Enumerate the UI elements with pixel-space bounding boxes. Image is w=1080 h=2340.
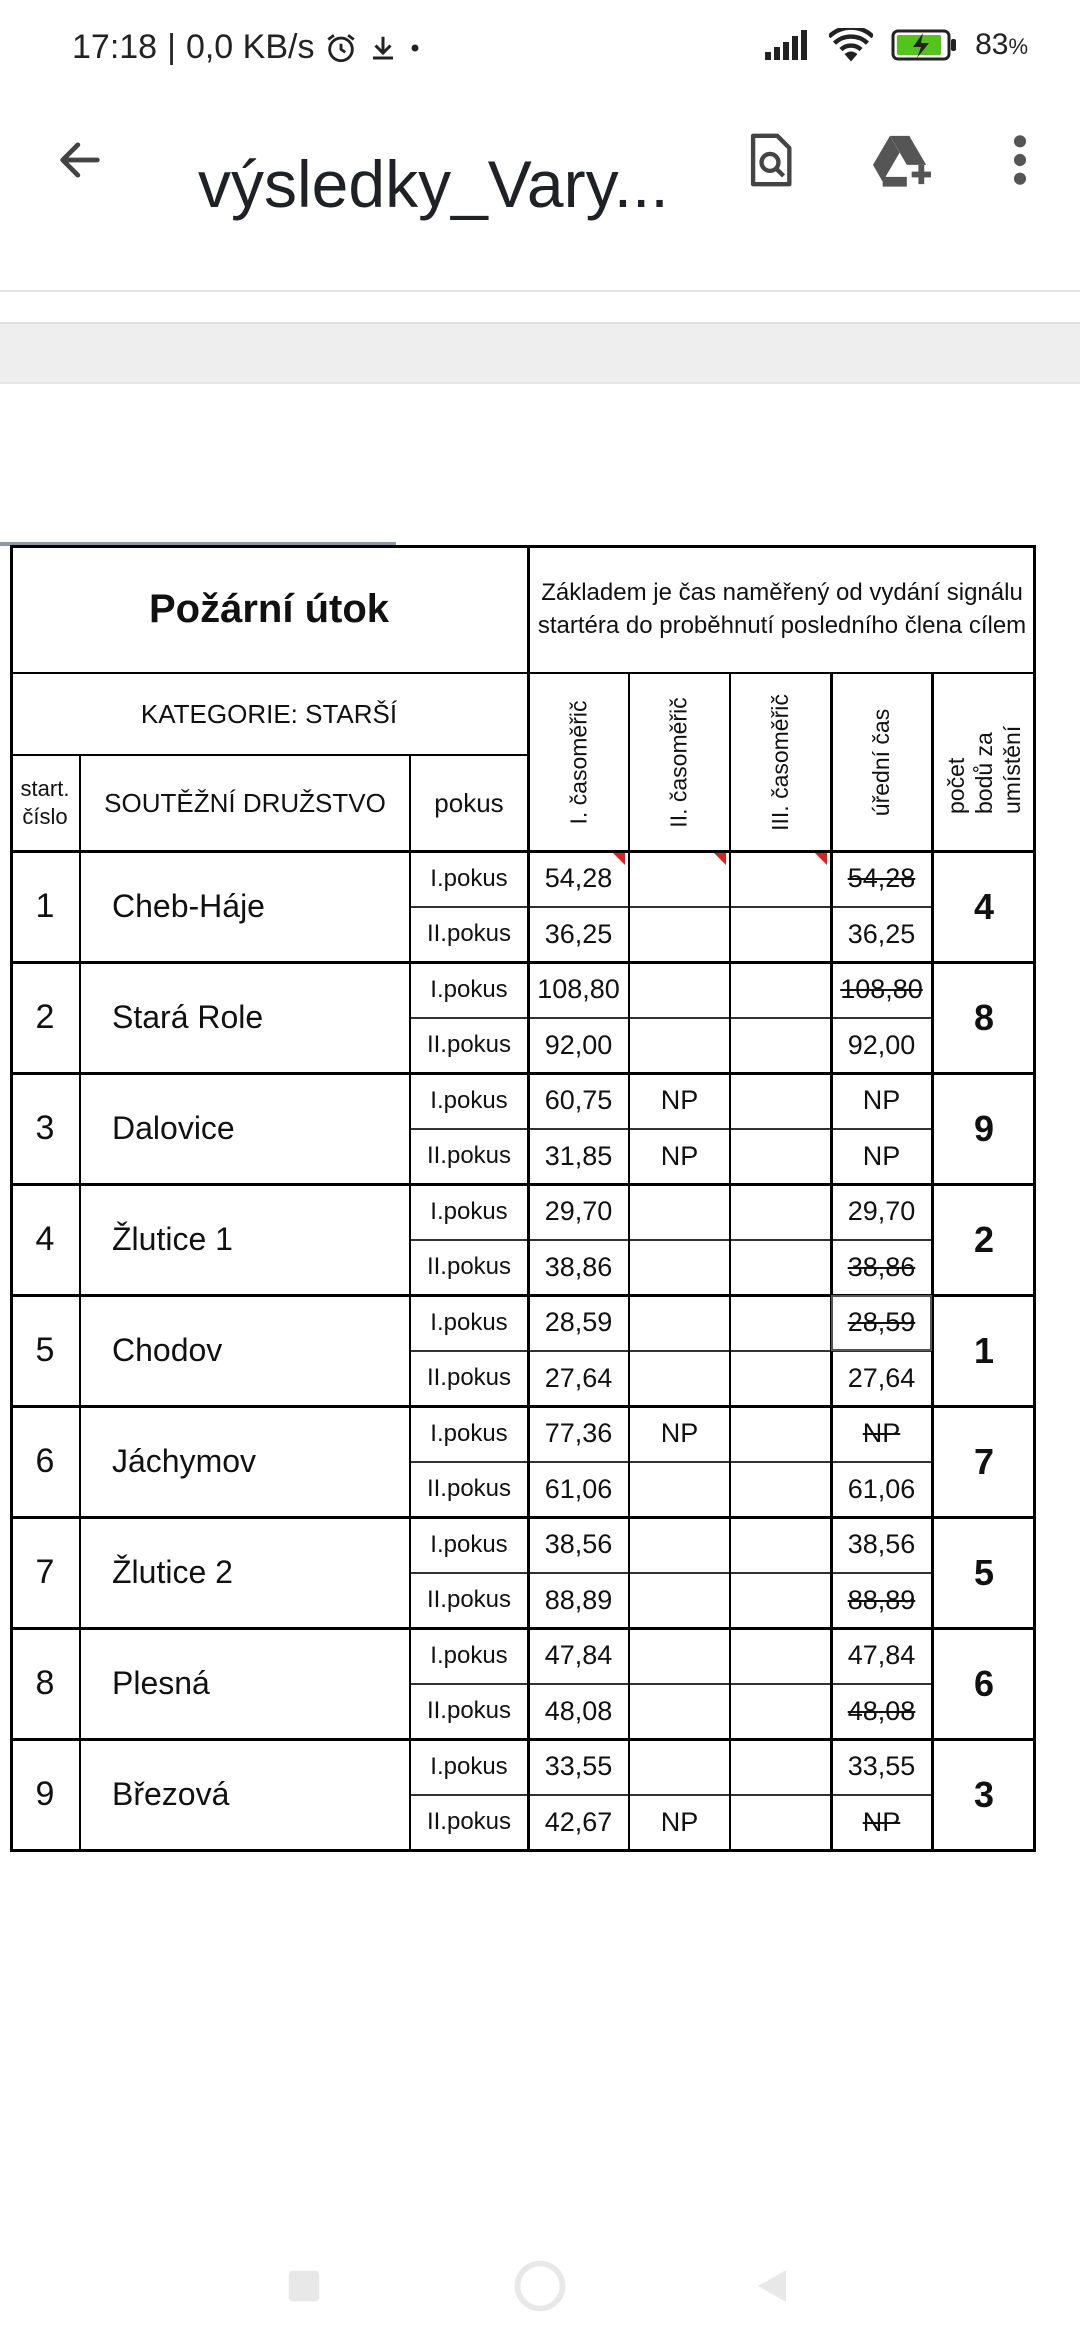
timer3-cell [730,962,831,1018]
official-time-cell: 29,70 [847,1196,916,1227]
points-cell: 8 [973,996,995,1038]
points-cell: 4 [973,885,995,927]
page-separator-band [0,322,1080,384]
battery-charging-icon [891,28,957,62]
col-divider-timer3 [830,673,833,1850]
header-attempt: pokus [434,787,504,818]
timer1-cell: 54,28 [544,863,613,894]
title-bottom-rule [10,672,1036,674]
attempt-label-cell: I.pokus [430,1641,508,1669]
official-time-cell: 61,06 [847,1473,916,1504]
official-time-cell: 38,56 [847,1529,916,1560]
timer1-cell: 61,06 [544,1473,613,1504]
timer1-cell: 33,55 [544,1751,613,1782]
timer1-cell: 48,08 [544,1695,613,1726]
timer3-cell [730,1406,831,1462]
timer2-cell [629,1684,730,1740]
timer3-cell [730,1351,831,1407]
attempt-label-cell: II.pokus [426,1031,512,1059]
timer2-cell: NP [660,1085,699,1116]
attempt-label-cell: I.pokus [430,1086,508,1114]
timer2-cell [629,1184,730,1240]
points-cell: 6 [973,1662,995,1704]
team-name-cell: Dalovice [112,1110,235,1146]
download-icon [368,33,398,63]
official-time-cell: 48,08 [847,1695,916,1726]
timer1-cell: 77,36 [544,1418,613,1449]
col-divider-official [931,673,934,1850]
header-official-time: úřední čas [868,708,894,816]
official-time-cell: NP [862,1806,901,1837]
start-number-cell: 3 [35,1109,55,1147]
start-number-cell: 8 [35,1664,55,1702]
header-timer1: I. časoměřič [565,700,592,824]
recents-button[interactable] [276,2260,332,2316]
comment-marker [613,853,625,865]
network-speed: 0,0 KB/s [185,28,315,66]
timer3-cell [730,1462,831,1518]
system-nav-bar [0,2230,1080,2340]
points-cell: 5 [973,1551,995,1593]
home-button[interactable] [512,2260,568,2316]
official-time-cell: 38,86 [847,1251,916,1282]
col-divider-team [409,755,411,1850]
find-in-page-button[interactable] [730,122,810,202]
home-circle-icon [513,2259,567,2318]
recents-square-icon [285,2267,323,2310]
timer1-cell: 42,67 [544,1806,613,1837]
timer3-cell [730,1240,831,1296]
attempt-label-cell: I.pokus [430,1752,508,1780]
team-name-cell: Stará Role [112,999,264,1035]
header-timer2: II. časoměřič [666,696,692,828]
timer1-cell: 31,85 [544,1140,613,1171]
attempt-label-cell: I.pokus [430,1308,508,1336]
col-divider-timer2 [729,673,731,1850]
attempt-label-cell: I.pokus [430,864,508,892]
official-time-cell: NP [862,1085,901,1116]
table-top-rule [10,545,1036,548]
results-grid [10,545,1036,1857]
timer3-cell [730,1129,831,1185]
start-number-cell: 7 [35,1553,55,1591]
timer3-cell [730,1684,831,1740]
official-time-cell: 47,84 [847,1640,916,1671]
timer2-cell [629,1351,730,1407]
timer3-cell [730,907,831,963]
timer3-cell [730,1795,831,1851]
attempt-label-cell: II.pokus [426,1808,512,1836]
attempt-label-cell: II.pokus [426,1475,512,1503]
col-divider-timer1 [628,673,630,1850]
timer1-cell: 108,80 [537,974,620,1005]
attempt-label-cell: II.pokus [426,1697,512,1725]
clock: 17:18 [72,28,158,66]
start-number-cell: 4 [35,1220,55,1258]
back-triangle-icon [752,2266,792,2311]
team-name-cell: Plesná [112,1665,210,1701]
signal-icon [765,30,811,60]
timer3-cell [730,1517,831,1573]
start-number-cell: 2 [35,998,55,1036]
official-time-cell: 108,80 [840,974,923,1005]
timer1-cell: 60,75 [544,1085,613,1116]
col-divider-attempt [527,545,530,1850]
timer3-cell [730,1573,831,1629]
attempt-label-cell: II.pokus [426,1586,512,1614]
team-divider [10,1849,1036,1852]
timer2-cell [629,1628,730,1684]
points-cell: 7 [973,1440,995,1482]
timer2-cell: NP [660,1806,699,1837]
timer1-cell: 88,89 [544,1584,613,1615]
status-bar [0,0,1080,96]
official-time-cell: 54,28 [847,863,916,894]
team-name-cell: Chodov [112,1332,223,1368]
team-name-cell: Cheb-Háje [112,888,265,924]
timer2-cell [629,1573,730,1629]
timer3-cell [730,1739,831,1795]
official-time-cell: 92,00 [847,1029,916,1060]
sheet-note: Základem je čas naměřený od vydání signálu startéra do proběhnutí posledního člena cílem [537,579,1027,639]
header-bottom-rule [10,850,1036,853]
timer2-cell [629,907,730,963]
attempt-label-cell: II.pokus [426,1253,512,1281]
timer2-cell [629,1739,730,1795]
header-team: SOUTĚŽNÍ DRUŽSTVO [104,787,386,818]
attempt-label-cell: II.pokus [426,1142,512,1170]
official-time-cell: 36,25 [847,918,916,949]
timer2-cell [629,1295,730,1351]
status-separator: | [167,28,176,66]
find-in-page-icon [741,131,799,194]
app-bar [0,96,1080,292]
points-cell: 1 [973,1329,995,1371]
team-name-cell: Jáchymov [112,1443,257,1479]
team-name-cell: Březová [112,1776,230,1812]
timer1-cell: 38,86 [544,1251,613,1282]
timer2-cell [629,1462,730,1518]
col-divider-number [79,755,81,1850]
points-cell: 3 [973,1773,995,1815]
timer1-cell: 27,64 [544,1362,613,1393]
table-right-border [1033,545,1036,1850]
official-time-cell: 28,59 [847,1307,916,1338]
alarm-icon [324,31,358,65]
battery-level: 83% [975,28,1028,61]
start-number-cell: 1 [35,887,55,925]
table-left-border [10,545,13,1850]
timer2-cell: NP [660,1418,699,1449]
timer1-cell: 47,84 [544,1640,613,1671]
header-timer3: III. časoměřič [767,693,794,831]
back-arrow-icon [54,134,106,191]
timer3-cell [730,1184,831,1240]
wifi-icon [829,28,873,62]
status-left [72,28,422,67]
timer2-cell [629,1240,730,1296]
timer3-cell [730,1073,831,1129]
timer1-cell: 36,25 [544,918,613,949]
comment-marker [714,853,726,865]
timer1-cell: 29,70 [544,1196,613,1227]
timer1-cell: 38,56 [544,1529,613,1560]
points-cell: 9 [973,1107,995,1149]
timer3-cell [730,1295,831,1351]
official-time-cell: NP [862,1140,901,1171]
attempt-label-cell: II.pokus [426,1364,512,1392]
timer2-cell [629,962,730,1018]
sheet-title: Požární útok [148,586,390,631]
timer1-cell: 92,00 [544,1029,613,1060]
add-to-drive-icon [870,131,934,194]
status-right [765,28,1028,62]
start-number-cell: 5 [35,1331,55,1369]
comment-marker [815,853,827,865]
start-number-cell: 6 [35,1442,55,1480]
timer2-cell [629,1018,730,1074]
attempt-label-cell: I.pokus [430,1419,508,1447]
header-points: počet bodů za umístění [943,725,1025,814]
official-time-cell: 33,55 [847,1751,916,1782]
timer1-cell: 28,59 [544,1307,613,1338]
results-table[interactable] [10,545,1036,1857]
more-vert-icon [1010,132,1030,193]
official-time-cell: 27,64 [847,1362,916,1393]
attempt-label-cell: II.pokus [426,920,512,948]
points-cell: 2 [973,1218,995,1260]
official-time-cell: 88,89 [847,1584,916,1615]
timer3-cell [730,1018,831,1074]
official-time-cell: NP [862,1418,901,1449]
more-options-button[interactable] [980,122,1060,202]
timer2-cell: NP [660,1140,699,1171]
selected-cell-outline[interactable] [831,1295,932,1351]
team-name-cell: Žlutice 1 [112,1221,233,1257]
timer3-cell [730,1628,831,1684]
team-name-cell: Žlutice 2 [112,1554,233,1590]
add-to-drive-button[interactable] [862,122,942,202]
notification-dot-icon [408,41,422,55]
category-label: KATEGORIE: STARŠÍ [140,698,398,729]
back-button[interactable] [44,126,116,198]
attempt-label-cell: I.pokus [430,975,508,1003]
start-number-cell: 9 [35,1775,55,1813]
attempt-label-cell: I.pokus [430,1530,508,1558]
document-title: výsledky_Vary... [198,147,669,221]
category-bottom-rule [10,754,528,756]
header-start-number: start. číslo [20,776,70,829]
timer2-cell [629,1517,730,1573]
back-nav-button[interactable] [744,2260,800,2316]
attempt-label-cell: I.pokus [430,1197,508,1225]
